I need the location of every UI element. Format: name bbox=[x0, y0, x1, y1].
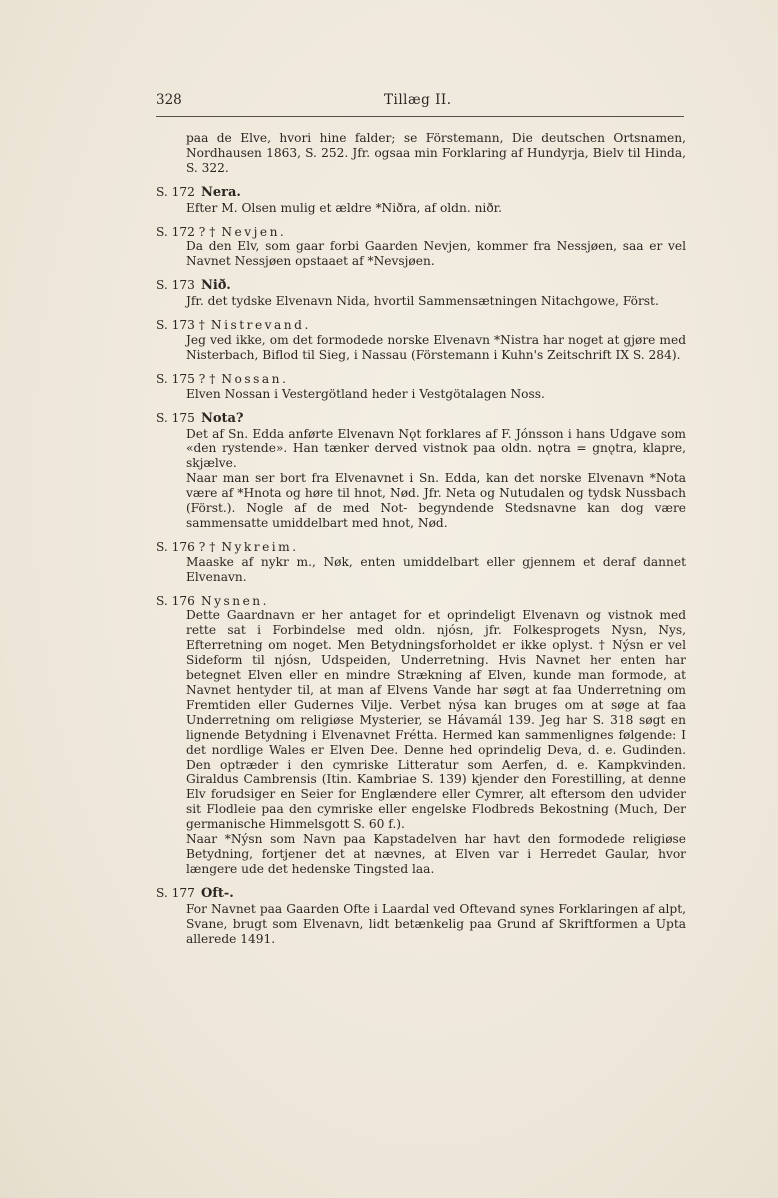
entry-paragraph: Dette Gaardnavn er her antaget for et oprindeligt Elvenavn og vistnok med rette sat i Forbindelse med oldn. njósn, jfr. Folkesprogets Nysn, Nys, Efterretning om noget. Men Betydningsforholdet er ikke oplyst. † Nýsn er vel Sideform til njósn, Udspeiden, Underretning. Hvis Navnet her enten har betegnet Elven eller en mindre Strækning af Elven, kunde man formode, at Navnet hentyder til, at man af Elvens Vande har søgt at faa Underretning om Fremtiden eller Gudernes Vilje. Verbet nýsa kan bruges om at søge at faa Underretning om religiøse Mysterier, se Hávamál 139. Jeg har S. 318 søgt en lignende Betydning i Elvenavnet Frétta. Hermed kan sammenlignes følgende: I det nordlige Wales er Elven Dee. Denne hed oprindelig Deva, d. e. Gudinden. Den optræder i den cymriske Litteratur som Aerfen, d. e. Kampkvinden. Giraldus Cambrensis (Itin. Kambriae S. 139) kjender den Forestilling, at denne Elv forudsiger en Seier for Englændere eller Cymrer, alt eftersom den udvider sit Flodleie paa den cymriske eller engelske Flodbreds Bekostning (Much, Der germanische Himmelsgott S. 60 f.). bbox=[186, 608, 686, 832]
entry-headword: Nysnen. bbox=[200, 593, 270, 608]
entry-paragraph: Da den Elv, som gaar forbi Gaarden Nevjen, kommer fra Nessjøen, saa er vel Navnet Nessjøen opstaaet af *Nevsjøen. bbox=[186, 239, 686, 269]
entry-body bbox=[156, 294, 686, 309]
entry-body bbox=[156, 387, 686, 402]
intro-paragraph: paa de Elve, hvori hine falder; se Förstemann, Die deutschen Ortsnamen, Nordhausen 1863, S. 252. Jfr. ogsaa min Forklaring af Hundyrja, Bielv til Hinda, S. 322. bbox=[186, 131, 686, 175]
entry-paragraph: Elven Nossan i Vestergötland heder i Vestgötalagen Noss. bbox=[186, 386, 545, 401]
entry bbox=[156, 278, 686, 309]
entry-heading bbox=[156, 318, 686, 333]
running-head: Tillæg II. bbox=[384, 92, 452, 108]
entry-page-ref: S. 175 ? † bbox=[156, 371, 216, 386]
entry-heading bbox=[156, 185, 686, 201]
entry bbox=[156, 318, 686, 363]
entry bbox=[156, 411, 686, 531]
entry-heading bbox=[156, 594, 686, 609]
entry-page-ref: S. 172 ? † bbox=[156, 224, 216, 239]
entry-headword: Oft-. bbox=[200, 885, 234, 901]
entry-body bbox=[156, 427, 686, 531]
entry-heading bbox=[156, 225, 686, 240]
entry-heading bbox=[156, 372, 686, 387]
entry-body bbox=[156, 608, 686, 876]
entry-headword: Nið. bbox=[200, 278, 231, 294]
entry bbox=[156, 886, 686, 947]
entry-heading bbox=[156, 278, 686, 294]
entry-page-ref: S. 176 ? † bbox=[156, 539, 216, 554]
entry-heading bbox=[156, 540, 686, 555]
entry-headword: Nistrevand. bbox=[210, 318, 311, 333]
entry bbox=[156, 185, 686, 216]
entry-headword: Nota? bbox=[200, 410, 244, 426]
entry-heading bbox=[156, 886, 686, 902]
entry-paragraph: Jfr. det tydske Elvenavn Nida, hvortil Sammensætningen Nitachgowe, Först. bbox=[186, 294, 659, 309]
entry-body bbox=[156, 239, 686, 269]
entry-headword: Nossan. bbox=[221, 371, 289, 386]
entry-page-ref: S. 177 bbox=[156, 885, 195, 900]
entry-body bbox=[156, 902, 686, 947]
entry-headword: Nykreim. bbox=[221, 539, 299, 554]
entry-paragraph: Jeg ved ikke, om det formodede norske Elvenavn *Nistra har noget at gjøre med Nisterbach, Biflod til Sieg, i Nassau (Förstemann i Kuhn's Zeitschrift IX S. 284). bbox=[186, 332, 686, 362]
entry bbox=[156, 540, 686, 585]
entry-paragraph: Naar man ser bort fra Elvenavnet i Sn. Edda, kan det norske Elvenavn *Nota være af *Hnota og høre til hnot, Nød. Jfr. Neta og Nutudalen og tydsk Nussbach (Först.). Nogle af de med Not- begyndende Stedsnavne kan dog være sammensatte umiddelbart med hnot, Nød. bbox=[186, 471, 686, 530]
entry bbox=[156, 225, 686, 270]
entry-paragraph: For Navnet paa Gaarden Ofte i Laardal ved Oftevand synes Forklaringen af alpt, Svane, brugt som Elvenavn, lidt betænkelig paa Grund af Skriftformen a Upta allerede 1491. bbox=[186, 901, 686, 946]
header-rule bbox=[156, 116, 684, 117]
entry-list bbox=[156, 185, 686, 947]
entry-headword: Nevjen. bbox=[221, 224, 287, 239]
entry-headword: Nera. bbox=[200, 184, 241, 200]
entry-paragraph: Det af Sn. Edda anførte Elvenavn Nǫt forklares af F. Jónsson i hans Udgave som «den rystende». Han tænker derved vistnok paa oldn. nǫtra = gnǫtra, klapre, skjælve. bbox=[186, 426, 686, 471]
entry-paragraph: Naar *Nýsn som Navn paa Kapstadelven har havt den formodede religiøse Betydning, fortjener det at nævnes, at Elven var i Herredet Gaular, hvor længere ude det hedenske Tingsted laa. bbox=[186, 832, 686, 876]
entry-body bbox=[156, 555, 686, 585]
page-number: 328 bbox=[156, 92, 182, 108]
entry-page-ref: S. 175 bbox=[156, 410, 195, 425]
entry-paragraph: Efter M. Olsen mulig et ældre *Niðra, af oldn. niðr. bbox=[186, 200, 503, 215]
page-content bbox=[156, 131, 686, 946]
entry-heading bbox=[156, 411, 686, 427]
entry-page-ref: S. 172 bbox=[156, 184, 195, 199]
entry bbox=[156, 372, 686, 402]
entry bbox=[156, 594, 686, 877]
entry-page-ref: S. 173 bbox=[156, 278, 195, 293]
entry-page-ref: S. 176 bbox=[156, 593, 195, 608]
entry-body bbox=[156, 201, 686, 216]
entry-page-ref: S. 173 † bbox=[156, 318, 205, 333]
page-header bbox=[156, 92, 684, 114]
entry-body bbox=[156, 333, 686, 363]
entry-paragraph: Maaske af nykr m., Nøk, enten umiddelbart eller gjennem et deraf dannet Elvenavn. bbox=[186, 554, 686, 584]
